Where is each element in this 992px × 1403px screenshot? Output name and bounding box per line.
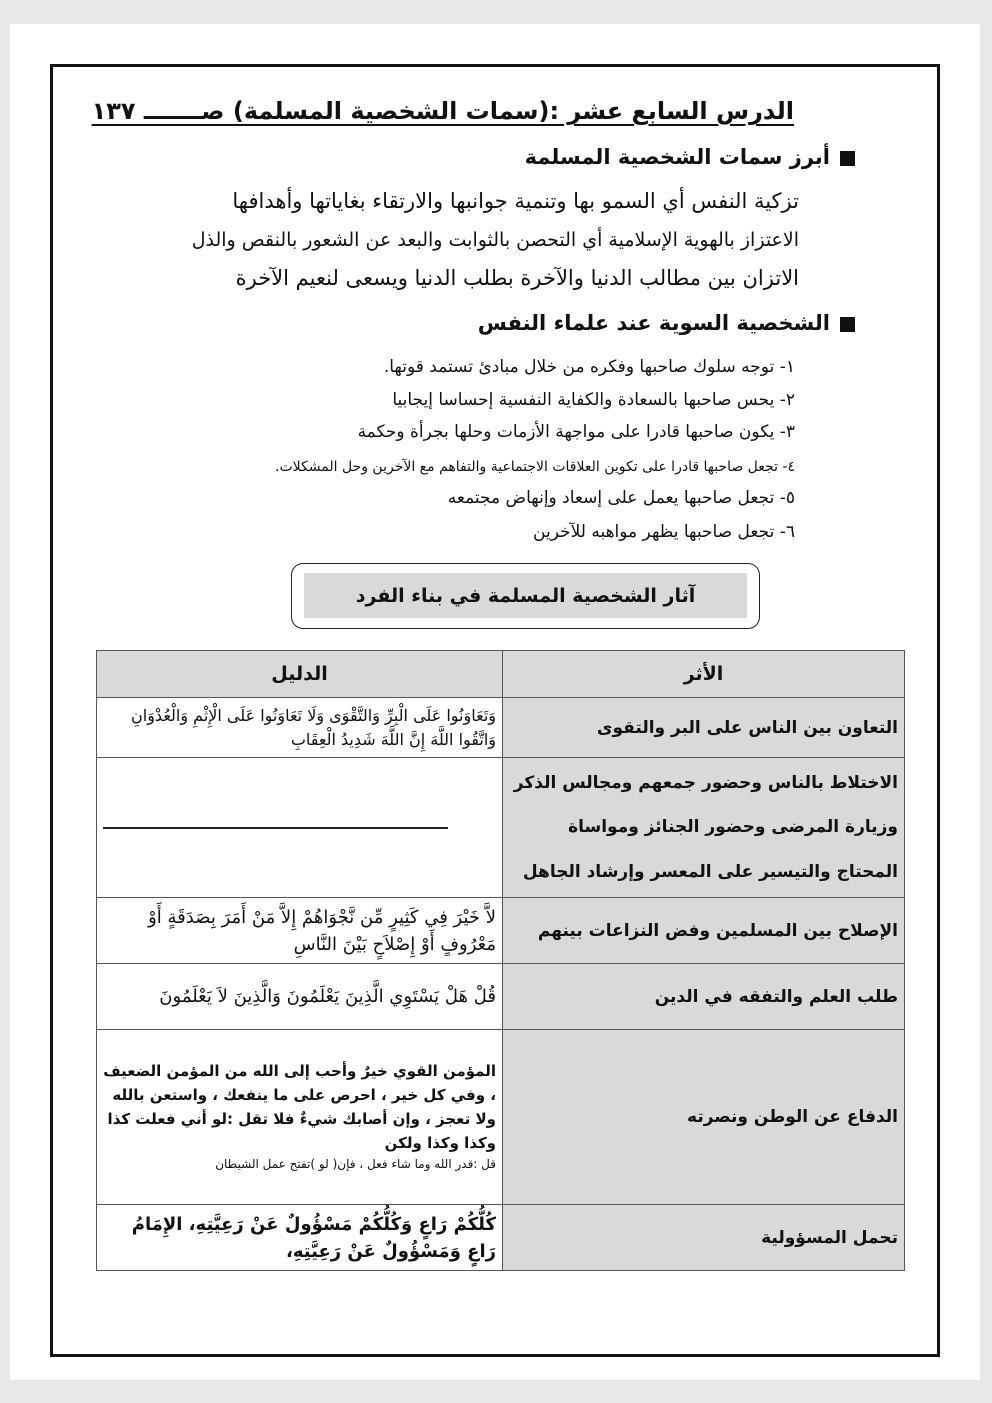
evidence-note: قل :قدر الله وما شاء فعل ، فإن( لو )تفتح عمل الشيطان bbox=[215, 1157, 496, 1172]
evidence-cell-blank bbox=[97, 758, 503, 898]
table-row bbox=[97, 758, 905, 898]
trait-line: تزكية النفس أي السمو بها وتنمية جوانبها والارتقاء بغاياتها وأهدافها bbox=[232, 189, 799, 213]
table-row bbox=[97, 964, 905, 1030]
list-item: ٢- يحس صاحبها بالسعادة والكفاية النفسية إحساسا إيجابيا bbox=[392, 390, 795, 410]
header-evidence: الدليل bbox=[97, 651, 503, 698]
header-effect: الأثر bbox=[503, 651, 905, 698]
effect-cell: طلب العلم والتفقه في الدين bbox=[503, 964, 905, 1030]
list-item: ٣- يكون صاحبها قادرا على مواجهة الأزمات وحلها بجرأة وحكمة bbox=[357, 422, 795, 442]
effect-cell: الإصلاح بين المسلمين وفض النزاعات بينهم bbox=[503, 898, 905, 964]
evidence-cell bbox=[97, 1030, 503, 1205]
page-border bbox=[50, 64, 940, 1357]
section-heading-psychology bbox=[478, 311, 855, 335]
table-row bbox=[97, 898, 905, 964]
section-heading-text: الشخصية السوية عند علماء النفس bbox=[477, 311, 830, 335]
effects-table bbox=[96, 650, 905, 1271]
trait-line: الاعتزاز بالهوية الإسلامية أي التحصن بالثوابت والبعد عن الشعور بالنقص والذل bbox=[191, 229, 799, 251]
square-bullet-icon bbox=[840, 151, 855, 166]
evidence-cell: قُلْ هَلْ يَسْتَوِي الَّذِينَ يَعْلَمُونَ وَالَّذِينَ لاَ يَعْلَمُونَ bbox=[97, 964, 503, 1030]
document-sheet bbox=[10, 24, 980, 1380]
banner-title: آثار الشخصية المسلمة في بناء الفرد bbox=[304, 573, 747, 618]
effect-cell: الاختلاط بالناس وحضور جمعهم ومجالس الذكر وزيارة المرضى وحضور الجنائز ومواساة المحتاج والتيسير على المعسر وإرشاد الجاهل bbox=[503, 758, 905, 898]
table-row bbox=[97, 1205, 905, 1271]
evidence-text: المؤمن القوي خيرٌ وأحب إلى الله من المؤمن الضعيف ، وفي كل خير ، احرص على ما ينفعك ، واستعن بالله ولا تعجز ، وإن أصابك شيءٌ فلا تقل :لو أني فعلت كذا وكذا وكذا ولكن bbox=[103, 1062, 496, 1153]
trait-line: الاتزان بين مطالب الدنيا والآخرة بطلب الدنيا ويسعى لنعيم الآخرة bbox=[235, 266, 799, 290]
lesson-title: الدرس السابع عشر :(سمات الشخصية المسلمة) صـــــــ ١٣٧ bbox=[91, 97, 794, 125]
evidence-cell: وَتَعَاوَنُوا عَلَى الْبِرِّ وَالتَّقْوَى وَلَا تَعَاوَنُوا عَلَى الْإِثْمِ وَالْعُدْوَانِ وَاتَّقُوا اللَّهَ إِنَّ اللَّهَ شَدِيدُ الْعِقَابِ bbox=[97, 698, 503, 758]
effect-cell: التعاون بين الناس على البر والتقوى bbox=[503, 698, 905, 758]
effects-banner bbox=[291, 563, 760, 629]
table-row bbox=[97, 1030, 905, 1205]
list-item: ٥- تجعل صاحبها يعمل على إسعاد وإنهاض مجتمعه bbox=[447, 488, 795, 508]
table-row bbox=[97, 698, 905, 758]
section-heading-traits bbox=[525, 145, 855, 169]
square-bullet-icon bbox=[840, 317, 855, 332]
section-heading-text: أبرز سمات الشخصية المسلمة bbox=[524, 145, 830, 169]
effect-cell: تحمل المسؤولية bbox=[503, 1205, 905, 1271]
list-item: ٦- تجعل صاحبها يظهر مواهبه للآخرين bbox=[533, 522, 795, 542]
list-item: ١- توجه سلوك صاحبها وفكره من خلال مبادئ تستمد قوتها. bbox=[383, 357, 795, 377]
list-item: ٤- تجعل صاحبها قادرا على تكوين العلاقات الاجتماعية والتفاهم مع الآخرين وحل المشكلات. bbox=[275, 459, 795, 475]
table-header-row bbox=[97, 651, 905, 698]
evidence-cell: كُلُّكُمْ رَاعٍ وَكُلُّكُمْ مَسْؤُولٌ عَنْ رَعِيَّتِهِ، الإِمَامُ رَاعٍ وَمَسْؤُولٌ عَنْ رَعِيَّتِهِ، bbox=[97, 1205, 503, 1271]
effect-cell: الدفاع عن الوطن ونصرته bbox=[503, 1030, 905, 1205]
evidence-cell: لاَّ خَيْرَ فِي كَثِيرٍ مِّن نَّجْوَاهُمْ إِلاَّ مَنْ أَمَرَ بِصَدَقَةٍ أَوْ مَعْرُوفٍ أَوْ إِصْلاَحٍ بَيْنَ النَّاسِ bbox=[97, 898, 503, 964]
answer-blank-line bbox=[103, 826, 448, 829]
